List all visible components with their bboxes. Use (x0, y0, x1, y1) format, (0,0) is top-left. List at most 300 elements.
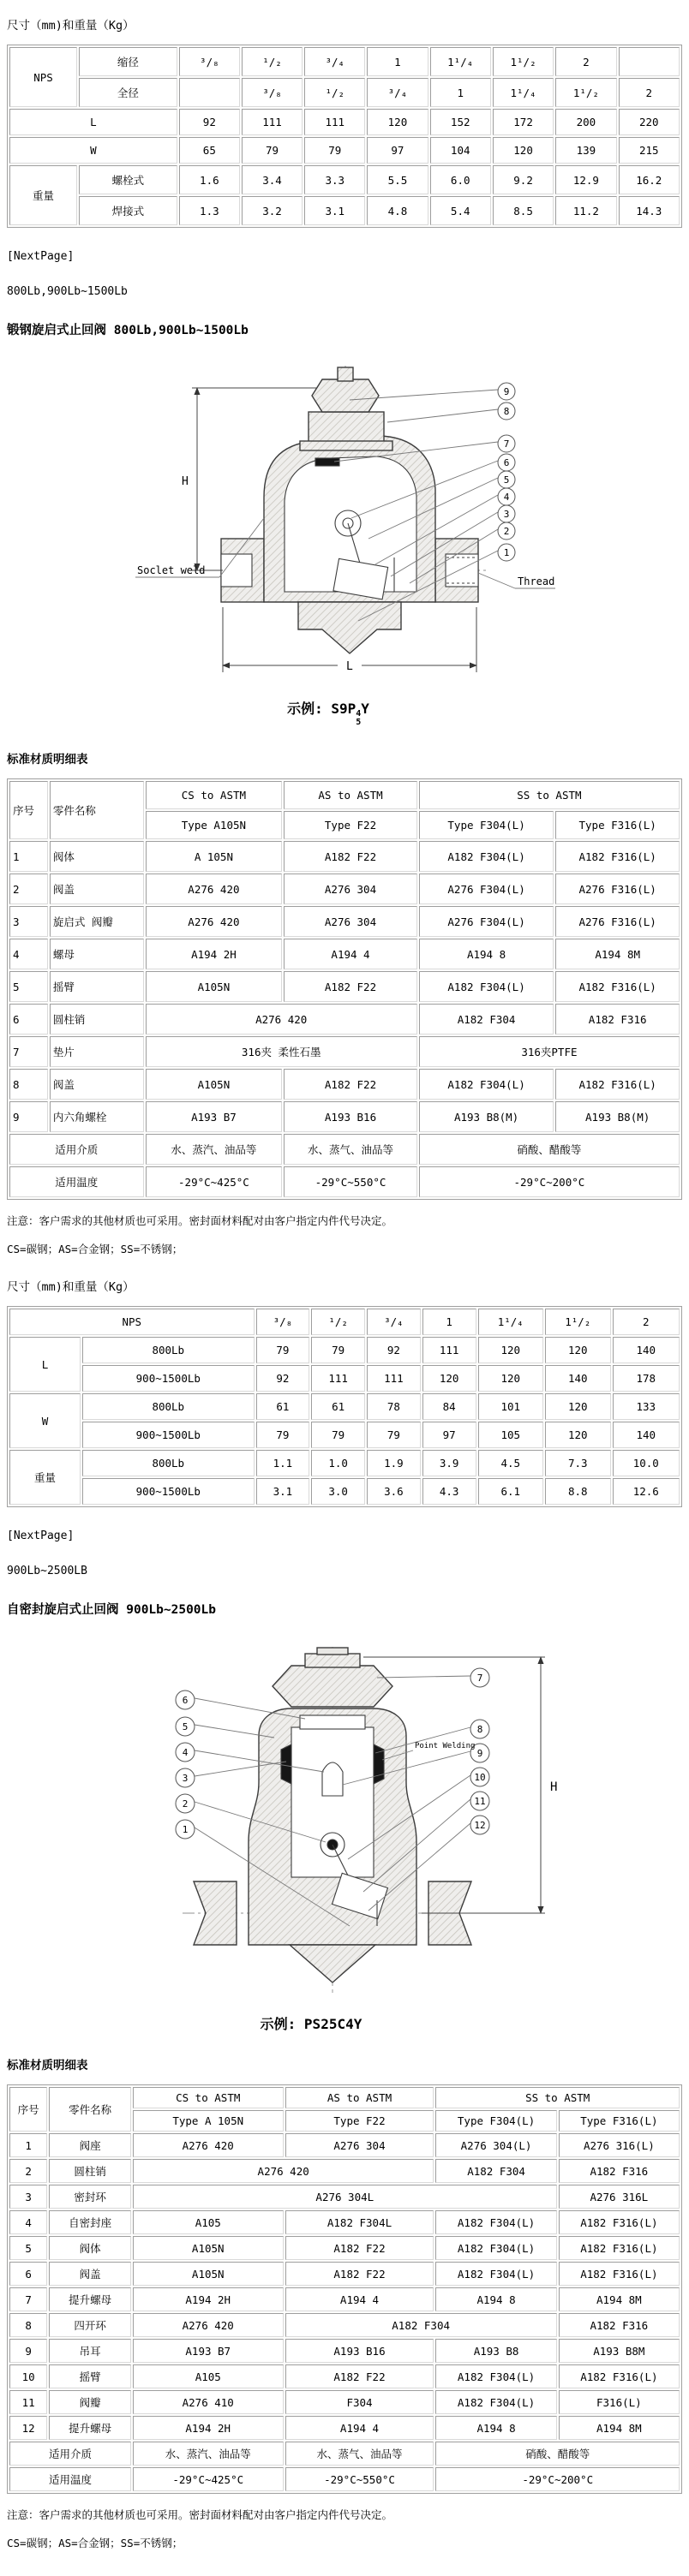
materials-table-2 (7, 2084, 682, 2494)
table-row (9, 2236, 680, 2260)
table-cell: A194 4 (284, 939, 417, 969)
table-cell: A276 420 (133, 2313, 284, 2337)
table-cell: 120 (422, 1365, 476, 1392)
table-cell: A194 8M (559, 2287, 680, 2311)
table-row (9, 165, 680, 194)
table-cell: 120 (545, 1337, 611, 1363)
valve-diagram-2 (75, 1643, 590, 1999)
table-cell: 111 (304, 109, 365, 135)
table-cell: ¹/₂ (242, 47, 303, 76)
table-cell: A182 F22 (284, 971, 417, 1002)
table-row (9, 196, 680, 225)
table-row (9, 971, 680, 1002)
callout-number: 3 (503, 509, 510, 520)
table-cell: 10.0 (613, 1450, 680, 1476)
table-cell: 水、蒸汽、油品等 (146, 1134, 283, 1165)
table-cell: 适用介质 (9, 1134, 144, 1165)
note-line-1: 注意：客户需求的其他材质也可采用。密封面材料配对由客户指定内件代号决定。 (7, 1214, 393, 1227)
table-cell: A182 F304 (435, 2159, 556, 2183)
product-heading-2: 自密封旋启式止回阀 900Lb~2500Lb (7, 1603, 216, 1617)
table-cell: Type F304(L) (419, 811, 554, 839)
top-plate (317, 1648, 348, 1655)
table-cell: 2 (9, 874, 48, 904)
example-code-1 (88, 698, 568, 727)
table-cell: 101 (478, 1393, 544, 1420)
table-row (9, 1004, 680, 1035)
table-cell: 79 (311, 1422, 365, 1448)
table-cell: 1¹/₂ (545, 1309, 611, 1335)
table-cell: A276 F316(L) (555, 874, 680, 904)
callout-number: 9 (476, 1748, 483, 1759)
table-row (9, 2210, 680, 2234)
table-cell: 2 (619, 78, 680, 107)
table-cell: 1 (430, 78, 491, 107)
table-cell: 10 (9, 2364, 47, 2388)
table-cell: A105 (133, 2210, 284, 2234)
valve-diagram-1 (93, 362, 555, 683)
table-cell: 12.9 (555, 165, 616, 194)
table-cell: A105N (133, 2262, 284, 2286)
table-cell: 内六角螺栓 (50, 1101, 144, 1132)
table-cell: 4.5 (478, 1450, 544, 1476)
table-cell: 316夹 柔性石墨 (146, 1036, 417, 1067)
table-cell: 重量 (9, 165, 77, 225)
table-row (9, 2133, 680, 2157)
table-cell: 11 (9, 2390, 47, 2414)
table-cell: 自密封座 (49, 2210, 131, 2234)
table-cell: 9 (9, 2339, 47, 2363)
table-cell: 1.9 (367, 1450, 421, 1476)
table-cell: A105N (146, 1069, 283, 1100)
callout-number: 6 (182, 1695, 189, 1706)
dims-title-2: 尺寸（mm)和重量（Kg） (7, 1280, 135, 1294)
table-row (9, 1101, 680, 1132)
table-cell: 水、蒸气、油品等 (285, 2442, 434, 2466)
table-cell: 1¹/₂ (555, 78, 616, 107)
table-cell: A182 F304(L) (435, 2236, 556, 2260)
table-cell: 4 (9, 2210, 47, 2234)
table-cell: 120 (545, 1393, 611, 1420)
table-cell: 1¹/₄ (430, 47, 491, 76)
table-cell: A193 B8(M) (419, 1101, 554, 1132)
table-cell: 1 (9, 841, 48, 872)
table-cell: W (9, 137, 177, 164)
callout-number: 7 (503, 438, 510, 450)
table-cell: 92 (179, 109, 240, 135)
table-cell: 79 (256, 1337, 310, 1363)
table-row (9, 2416, 680, 2440)
table-cell: 900~1500Lb (82, 1478, 254, 1505)
table-cell: A182 F316(L) (559, 2236, 680, 2260)
callout-number: 12 (474, 1820, 486, 1831)
table-cell: A194 2H (133, 2416, 284, 2440)
table-cell: ¹/₂ (304, 78, 365, 107)
table-cell: A194 8 (419, 939, 554, 969)
table-row (9, 2159, 680, 2183)
table-cell: 密封环 (49, 2185, 131, 2209)
table-cell: A276 F304(L) (419, 906, 554, 937)
table-cell: 1¹/₄ (493, 78, 554, 107)
table-cell: A105N (146, 971, 283, 1002)
table-cell: 吊耳 (49, 2339, 131, 2363)
table-cell: 97 (367, 137, 428, 164)
table-cell: A193 B8 (435, 2339, 556, 2363)
example-label: 示例: (260, 2016, 297, 2032)
table-cell: 5 (9, 2236, 47, 2260)
table-cell: 111 (422, 1337, 476, 1363)
table-cell: 79 (242, 137, 303, 164)
callout-number: 7 (476, 1673, 483, 1684)
table-cell: 序号 (9, 2087, 47, 2132)
table-row (9, 2087, 680, 2108)
table-row (9, 2262, 680, 2286)
table-cell: A 105N (146, 841, 283, 872)
table-cell: 零件名称 (49, 2087, 131, 2132)
table-cell: W (9, 1393, 81, 1448)
hex-cap (312, 379, 379, 412)
table-cell: 1 (9, 2133, 47, 2157)
table-cell: 111 (242, 109, 303, 135)
table-cell: 800Lb (82, 1337, 254, 1363)
next-page-marker-2: [NextPage] (7, 1530, 75, 1542)
table-cell: A276 304(L) (435, 2133, 556, 2157)
materials-table-1 (7, 778, 682, 1200)
table-cell: 1¹/₄ (478, 1309, 544, 1335)
table-cell: 全径 (79, 78, 177, 107)
table-cell: A193 B16 (285, 2339, 434, 2363)
pressure-range-line-1: 800Lb,900Lb~1500Lb (7, 285, 128, 298)
table-cell: A182 F304 (419, 1004, 554, 1035)
table-cell: 4.3 (422, 1478, 476, 1505)
table-cell: A182 F304(L) (435, 2390, 556, 2414)
table-row (9, 109, 680, 135)
callout-number: 5 (503, 474, 510, 486)
pressure-seal-ring-right (374, 1744, 384, 1784)
cap-stud (338, 367, 353, 381)
table-cell: 四开环 (49, 2313, 131, 2337)
table-cell: 缩径 (79, 47, 177, 76)
table-cell: A105 (133, 2364, 284, 2388)
table-cell: SS to ASTM (435, 2087, 680, 2108)
table-cell: F316(L) (559, 2390, 680, 2414)
table-cell: A182 F22 (284, 841, 417, 872)
table-cell: A182 F316(L) (559, 2210, 680, 2234)
table-cell: 6.0 (430, 165, 491, 194)
table-cell: 适用温度 (9, 2467, 131, 2491)
callout-number: 10 (474, 1772, 486, 1783)
dim-h-label: H (182, 475, 189, 488)
table-cell: 2 (613, 1309, 680, 1335)
table-cell (619, 47, 680, 76)
table-cell: 92 (256, 1365, 310, 1392)
table-cell: 重量 (9, 1450, 81, 1505)
table-cell: -29°C~550°C (285, 2467, 434, 2491)
table-cell: 316夹PTFE (419, 1036, 680, 1067)
table-cell: 提升螺母 (49, 2287, 131, 2311)
callout-number: 5 (182, 1721, 189, 1732)
valve-diagram-2-wrap (75, 1643, 682, 2001)
table-cell: 3.3 (304, 165, 365, 194)
table-row (9, 2390, 680, 2414)
table-cell: 7 (9, 2287, 47, 2311)
table-row (9, 841, 680, 872)
callout-number: 4 (503, 492, 510, 503)
socket-weld-label: Soclet weld (137, 564, 206, 576)
callouts (498, 383, 515, 561)
table-cell: CS to ASTM (133, 2087, 284, 2108)
dims-table-1 (7, 45, 682, 228)
table-cell: 旋启式 阀瓣 (50, 906, 144, 937)
example-code: PS25C4Y (303, 2016, 362, 2032)
product-heading-1: 锻钢旋启式止回阀 800Lb,900Lb~1500Lb (7, 324, 249, 337)
table-row (9, 1422, 680, 1448)
table-cell: A182 F22 (285, 2364, 434, 2388)
table-cell: 79 (367, 1422, 421, 1448)
table-cell: 7 (9, 1036, 48, 1067)
table-cell: 3.0 (311, 1478, 365, 1505)
table-cell: -29°C~550°C (284, 1166, 417, 1197)
table-row (9, 1036, 680, 1067)
table-cell: 800Lb (82, 1393, 254, 1420)
bonnet-cap (305, 1654, 360, 1667)
table-cell: 硝酸、醋酸等 (419, 1134, 680, 1165)
table-cell: 140 (613, 1422, 680, 1448)
table-cell: Type A 105N (133, 2110, 284, 2132)
example-code: S9P 4 5 Y (331, 701, 369, 727)
table-cell: A194 8M (555, 939, 680, 969)
table-cell: A193 B16 (284, 1101, 417, 1132)
example-label: 示例: (287, 701, 323, 717)
table-cell: A182 F304(L) (419, 1069, 554, 1100)
table-cell: A276 304 (285, 2133, 434, 2157)
table-cell: 139 (555, 137, 616, 164)
callout-number: 9 (503, 386, 510, 397)
table-row (9, 2313, 680, 2337)
material-table-title-2: 标准材质明细表 (7, 2059, 88, 2072)
table-cell: A182 F304(L) (419, 841, 554, 872)
table-cell: A182 F22 (285, 2262, 434, 2286)
example-code-2 (71, 2013, 551, 2033)
table-cell: A276 420 (146, 1004, 417, 1035)
table-cell: SS to ASTM (419, 781, 680, 809)
table-cell: 提升螺母 (49, 2416, 131, 2440)
table-cell: A182 F316 (559, 2159, 680, 2183)
table-cell: A182 F316(L) (555, 971, 680, 1002)
callout-number: 11 (474, 1796, 486, 1807)
table-cell: 120 (478, 1365, 544, 1392)
bore-right (446, 554, 478, 587)
valve-sump (298, 602, 401, 653)
table-cell: 220 (619, 109, 680, 135)
table-row (9, 2339, 680, 2363)
table-cell: 3.1 (256, 1478, 310, 1505)
table-cell: -29°C~200°C (419, 1166, 680, 1197)
table-cell: 111 (367, 1365, 421, 1392)
table-cell: 104 (430, 137, 491, 164)
table-cell: A276 304 (284, 906, 417, 937)
callout-number: 6 (503, 457, 510, 468)
table-row (9, 1337, 680, 1363)
table-cell: A193 B7 (133, 2339, 284, 2363)
table-cell: A193 B8M (559, 2339, 680, 2363)
table-cell: A276 420 (133, 2133, 284, 2157)
table-cell: ³/₄ (367, 1309, 421, 1335)
table-cell: A182 F316(L) (555, 1069, 680, 1100)
table-cell: 120 (367, 109, 428, 135)
table-cell: 92 (367, 1337, 421, 1363)
bushing (300, 1715, 365, 1729)
table-cell: A276 420 (146, 906, 283, 937)
table-cell: 5.4 (430, 196, 491, 225)
table-cell: 4 (9, 939, 48, 969)
table-cell: 6 (9, 1004, 48, 1035)
annotation-thread (478, 573, 555, 588)
table-cell: 900~1500Lb (82, 1422, 254, 1448)
table-cell: 79 (311, 1337, 365, 1363)
table-cell: 垫片 (50, 1036, 144, 1067)
table-row (9, 1069, 680, 1100)
table-cell: Type F304(L) (435, 2110, 556, 2132)
point-welding-label: Point Welding (415, 1742, 476, 1750)
table-cell: 16.2 (619, 165, 680, 194)
hex-bonnet-nut (273, 1666, 392, 1707)
table-cell: 97 (422, 1422, 476, 1448)
table-cell: 阀盖 (49, 2262, 131, 2286)
table-cell: 65 (179, 137, 240, 164)
table-cell: 阀盖 (50, 874, 144, 904)
pressure-seal-ring-left (281, 1744, 291, 1784)
next-page-marker-1: [NextPage] (7, 250, 75, 263)
table-cell: A276 316(L) (559, 2133, 680, 2157)
table-cell: 8 (9, 1069, 48, 1100)
table-cell: 零件名称 (50, 781, 144, 839)
table-cell: 适用介质 (9, 2442, 131, 2466)
table-cell: 螺栓式 (79, 165, 177, 194)
table-cell: L (9, 1337, 81, 1392)
table-cell: 5 (9, 971, 48, 1002)
table-row (9, 1166, 680, 1197)
table-row (9, 2442, 680, 2466)
table-cell: CS to ASTM (146, 781, 283, 809)
table-cell: A194 4 (285, 2416, 434, 2440)
table-row (9, 1365, 680, 1392)
table-cell: 序号 (9, 781, 48, 839)
table-row (9, 1450, 680, 1476)
table-cell: 6.1 (478, 1478, 544, 1505)
table-row (9, 939, 680, 969)
table-cell: 3.1 (304, 196, 365, 225)
table-cell: 3.2 (242, 196, 303, 225)
table-cell: A194 8 (435, 2287, 556, 2311)
table-cell: 1.3 (179, 196, 240, 225)
table-cell: 111 (311, 1365, 365, 1392)
table-cell: 1.6 (179, 165, 240, 194)
table-cell: A194 8 (435, 2416, 556, 2440)
table-cell: F304 (285, 2390, 434, 2414)
table-cell: A182 F316(L) (559, 2364, 680, 2388)
dim-h-label: H (550, 1780, 558, 1794)
table-cell: 水、蒸汽、油品等 (133, 2442, 284, 2466)
table-cell: ³/₈ (179, 47, 240, 76)
table-cell: 200 (555, 109, 616, 135)
table-cell: A182 F304(L) (435, 2262, 556, 2286)
table-row (9, 137, 680, 164)
table-row (9, 2467, 680, 2491)
dim-l-label: L (346, 660, 353, 673)
dims-title-1: 尺寸（mm)和重量（Kg） (7, 19, 135, 33)
table-cell: 焊接式 (79, 196, 177, 225)
table-cell: 圆柱销 (49, 2159, 131, 2183)
table-cell: AS to ASTM (285, 2087, 434, 2108)
table-cell: 9 (9, 1101, 48, 1132)
table-cell: A182 F316(L) (555, 841, 680, 872)
bore-left (221, 554, 252, 587)
table-cell: A182 F304(L) (435, 2364, 556, 2388)
table-cell: 3 (9, 906, 48, 937)
callout-number: 1 (503, 547, 510, 558)
table-cell: 阀体 (49, 2236, 131, 2260)
table-cell: -29°C~425°C (133, 2467, 284, 2491)
table-cell: 61 (256, 1393, 310, 1420)
table-cell: 3.6 (367, 1478, 421, 1505)
bonnet-neck (309, 412, 384, 443)
table-cell: A194 4 (285, 2287, 434, 2311)
table-cell: 4.8 (367, 196, 428, 225)
table-cell: 79 (256, 1422, 310, 1448)
table-cell: 12.6 (613, 1478, 680, 1505)
table-row (9, 2185, 680, 2209)
callout-number: 8 (476, 1724, 483, 1735)
table-cell: 摇臂 (50, 971, 144, 1002)
table-cell: 螺母 (50, 939, 144, 969)
table-cell: 120 (493, 137, 554, 164)
table-cell: 硝酸、醋酸等 (435, 2442, 680, 2466)
table-cell: A276 304 (284, 874, 417, 904)
note-line-2: CS=碳钢；AS=合金钢；SS=不锈钢； (7, 1243, 183, 1255)
table-cell: AS to ASTM (284, 781, 417, 809)
table-cell: 172 (493, 109, 554, 135)
table-cell: -29°C~425°C (146, 1166, 283, 1197)
table-row (9, 1309, 680, 1335)
pressure-range-line-2: 900Lb~2500LB (7, 1565, 87, 1577)
table-cell: 阀座 (49, 2133, 131, 2157)
dims-table-2 (7, 1306, 682, 1507)
table-cell: A194 2H (133, 2287, 284, 2311)
table-cell: 215 (619, 137, 680, 164)
table-cell: 133 (613, 1393, 680, 1420)
table-cell: 水、蒸气、油品等 (284, 1134, 417, 1165)
table-cell (179, 78, 240, 107)
table-row (9, 1134, 680, 1165)
table-row (9, 2287, 680, 2311)
table-cell: A105N (133, 2236, 284, 2260)
table-cell: 1.1 (256, 1450, 310, 1476)
table-row (9, 78, 680, 107)
gasket (315, 458, 339, 466)
table-cell: 79 (304, 137, 365, 164)
table-row (9, 1478, 680, 1505)
table-cell: 圆柱销 (50, 1004, 144, 1035)
table-cell: A182 F304(L) (419, 971, 554, 1002)
table-cell: 2 (9, 2159, 47, 2183)
table-cell: ³/₈ (242, 78, 303, 107)
table-cell: A276 F316(L) (555, 906, 680, 937)
table-cell: 61 (311, 1393, 365, 1420)
valve-diagram-1-wrap (93, 362, 682, 686)
table-row (9, 2364, 680, 2388)
table-cell: 105 (478, 1422, 544, 1448)
thread-label: Thread (518, 575, 555, 587)
